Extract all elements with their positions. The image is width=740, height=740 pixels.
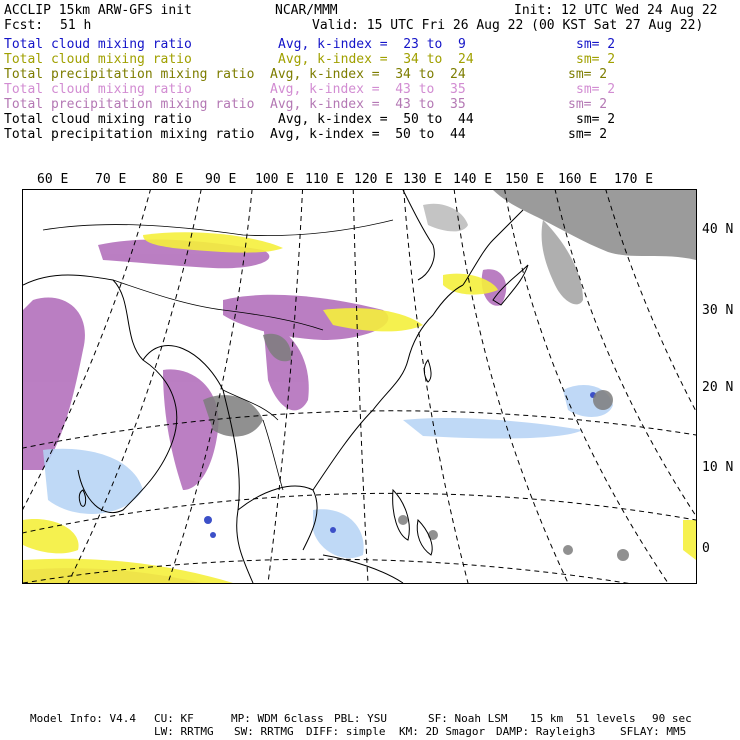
model-info-cu: CU: KF [154,712,194,725]
field-sm-2: sm= 2 [576,52,616,67]
field-name-3: Total precipitation mixing ratio [4,67,255,82]
lat-label-30n: 30 N [702,303,734,318]
model-info-km: KM: 2D Smagor [399,725,486,738]
field-name-5: Total precipitation mixing ratio [4,97,255,112]
map-panel [22,189,697,584]
lon-label-90e: 90 E [205,172,237,187]
model-info-version: Model Info: V4.4 [30,712,136,725]
field-sm-6: sm= 2 [576,112,616,127]
lon-label-110e: 110 E [305,172,345,187]
map-canvas [23,190,696,583]
lon-label-80e: 80 E [152,172,184,187]
lon-label-60e: 60 E [37,172,69,187]
field-avg-2: Avg, k-index = 34 to 24 [278,52,474,67]
lat-label-20n: 20 N [702,380,734,395]
forecast-hours: 51 h [60,18,92,33]
lon-label-70e: 70 E [95,172,127,187]
model-info-res: 15 km [530,712,564,725]
lon-label-150e: 150 E [505,172,545,187]
init-time: Init: 12 UTC Wed 24 Aug 22 [514,3,718,18]
field-avg-3: Avg, k-index = 34 to 24 [270,67,466,82]
model-info-sflay: SFLAY: MM5 [620,725,687,738]
valid-time: Valid: 15 UTC Fri 26 Aug 22 (00 KST Sat 27 Aug 22) [312,18,704,33]
cloud-field-blue [43,385,613,558]
field-name-4: Total cloud mixing ratio [4,82,192,97]
lon-label-170e: 170 E [614,172,654,187]
field-avg-7: Avg, k-index = 50 to 44 [270,127,466,142]
plot-title: ACCLIP 15km ARW-GFS init [4,3,192,18]
lat-label-40n: 40 N [702,222,734,237]
model-info-damp: DAMP: Rayleigh3 [496,725,596,738]
field-name-2: Total cloud mixing ratio [4,52,192,67]
field-name-7: Total precipitation mixing ratio [4,127,255,142]
model-info-timestep: 90 sec [652,712,692,725]
model-info-diff: DIFF: simple [306,725,386,738]
lat-label-0: 0 [702,541,710,556]
model-info-lw: LW: RRTMG [154,725,214,738]
field-sm-4: sm= 2 [576,82,616,97]
lon-label-160e: 160 E [558,172,598,187]
lon-label-130e: 130 E [403,172,443,187]
field-avg-6: Avg, k-index = 50 to 44 [278,112,474,127]
field-avg-5: Avg, k-index = 43 to 35 [270,97,466,112]
model-info-pbl: PBL: YSU [334,712,387,725]
field-name-1: Total cloud mixing ratio [4,37,192,52]
lon-label-140e: 140 E [453,172,493,187]
field-avg-4: Avg, k-index = 43 to 35 [270,82,466,97]
lat-label-10n: 10 N [702,460,734,475]
lon-label-100e: 100 E [255,172,295,187]
field-sm-5: sm= 2 [568,97,608,112]
forecast-label: Fcst: [4,18,44,33]
lon-label-120e: 120 E [354,172,394,187]
field-name-6: Total cloud mixing ratio [4,112,192,127]
field-sm-3: sm= 2 [568,67,608,82]
org-label: NCAR/MMM [275,3,338,18]
model-info-levels: 51 levels [576,712,636,725]
field-sm-7: sm= 2 [568,127,608,142]
cloud-field-gray-southeast-asia [203,334,629,561]
model-info-mp: MP: WDM 6class [231,712,324,725]
model-info-sf: SF: Noah LSM [428,712,508,725]
field-sm-1: sm= 2 [576,37,616,52]
model-info-sw: SW: RRTMG [234,725,294,738]
field-avg-1: Avg, k-index = 23 to 9 [278,37,466,52]
